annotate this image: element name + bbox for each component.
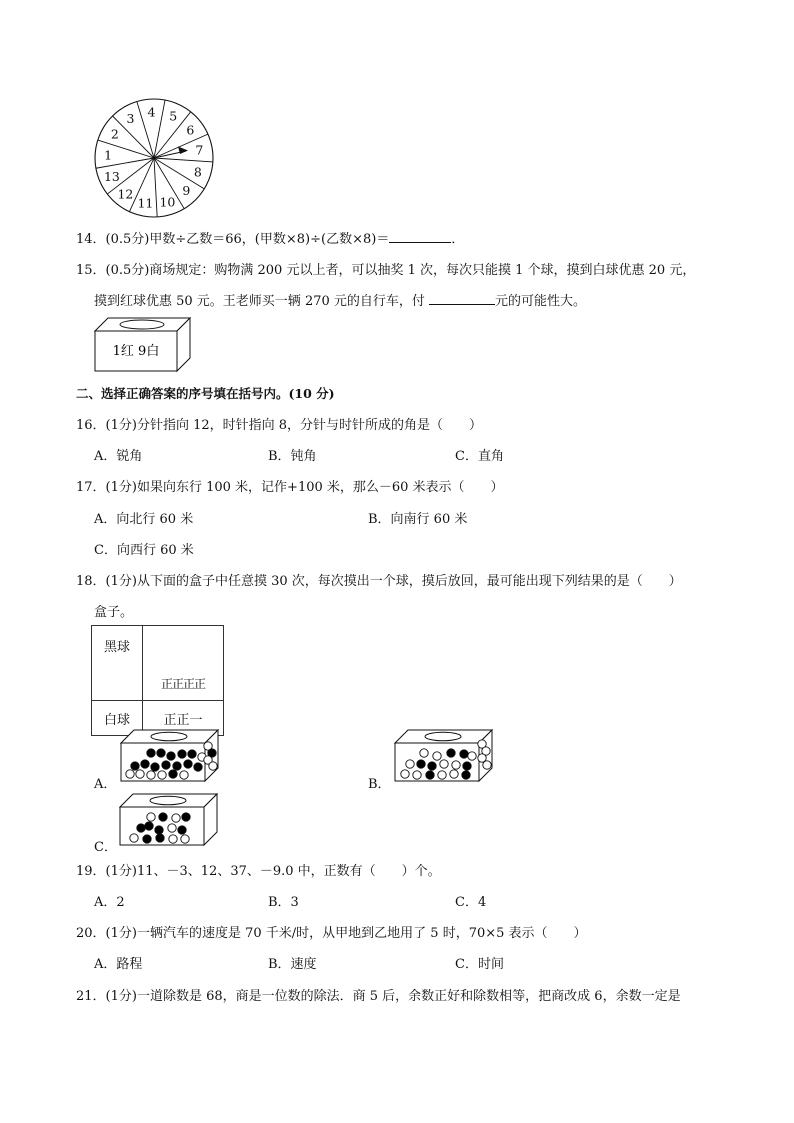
white-ball [468,752,476,760]
q21-text: 一道除数是 68，商是一位数的除法．商 5 后，余数正好和除数相等，把商改成 6，余数一定是 [136,989,681,1004]
black-ball [194,763,202,771]
q14-score: (0.5分) [105,232,150,247]
q18-score: (1分) [105,574,137,589]
q21-score: (1分) [105,989,137,1004]
q15-line2-pre: 摸到红球优惠 50 元。王老师买一辆 270 元的自行车，付 [94,294,425,309]
q16-score: (1分) [105,418,137,433]
q16-option-b[interactable]: B．钝角 [268,449,317,464]
q14-answer-blank[interactable] [389,230,451,243]
white-ball [169,835,177,843]
spinner-divider [154,158,213,162]
black-ball [145,822,153,830]
black-ball [131,762,139,770]
question-21 [76,985,681,1004]
q18-option-c[interactable]: C． [94,840,117,855]
black-ball [167,752,175,760]
question-15-line1 [76,259,695,278]
q18-number: 18． [76,574,106,589]
white-ball [209,762,217,770]
spinner-number: 9 [182,183,191,199]
white-ball [168,824,176,832]
black-ball [447,749,455,757]
q19-text: 11、－3、12、37、－9.0 中，正数有（ ）个。 [136,864,441,879]
question-19 [76,860,441,879]
q15-box-figure [94,317,194,373]
white-ball [438,771,446,779]
white-ball [147,813,155,821]
spinner-number: 8 [193,164,202,180]
q18-box-c[interactable] [119,793,219,847]
q19-option-a[interactable]: A．2 [94,895,125,910]
box-opening [151,732,187,741]
black-ball [178,750,186,758]
q17-option-a[interactable]: A．向北行 60 米 [94,512,194,527]
white-ball [136,770,144,778]
q20-score: (1分) [105,926,137,941]
q15-line1: 商场规定：购物满 200 元以上者，可以抽奖 1 次，每次只能摸 1 个球，摸到白球优惠 20 元， [149,263,696,278]
tally-row1-label: 黑球 [92,626,143,701]
black-ball [460,750,468,758]
q20-option-a[interactable]: A．路程 [94,957,143,972]
black-ball [169,770,177,778]
black-ball [141,760,149,768]
white-ball [452,761,460,769]
q17-text: 如果向东行 100 米，记作+100 米，那么－60 米表示（ ） [136,480,504,495]
q16-text: 分针指向 12，时针指向 8，分针与时针所成的角是（ ） [136,418,483,433]
spinner-number: 5 [169,108,178,124]
q14-text: 甲数÷乙数＝66，(甲数×8)÷(乙数×8)＝ [149,232,390,247]
black-ball [162,761,170,769]
spinner-number: 4 [147,104,156,120]
spinner-number: 12 [117,186,134,202]
q18-text: 从下面的盒子中任意摸 30 次，每次摸出一个球，摸后放回，最可能出现下列结果的是（ ） [136,574,682,589]
white-ball [147,771,155,779]
white-ball [181,835,189,843]
black-ball [173,762,181,770]
q14-number: 14． [76,232,106,247]
black-ball [178,826,186,834]
q18-line2: 盒子。 [94,605,134,620]
q19-option-c[interactable]: C．4 [455,895,487,910]
white-ball [433,752,441,760]
white-ball [401,770,409,778]
spinner-number: 6 [186,122,195,138]
black-ball [184,760,192,768]
black-ball [463,762,471,770]
section-2-title: 二、选择正确答案的序号填在括号内。(10 分) [76,386,335,401]
q15-answer-blank[interactable] [429,292,495,305]
q14-tail: ． [451,232,465,247]
white-ball [420,749,428,757]
tally-row2-label: 白球 [92,701,143,736]
spinner-figure [92,96,216,220]
spinner-number: 11 [137,195,154,211]
black-ball [155,826,163,834]
black-ball [143,835,151,843]
black-ball [147,749,155,757]
question-16 [76,414,482,433]
black-ball [137,824,145,832]
spinner-divider [154,100,165,158]
tally-row2-value: 正正一 [143,701,224,736]
q15-score: (0.5分) [105,263,150,278]
white-ball [130,834,138,842]
q18-option-a[interactable]: A． [94,777,117,792]
box-opening [150,796,186,805]
black-ball [188,750,196,758]
q20-option-c[interactable]: C．时间 [455,957,504,972]
question-14 [76,228,464,247]
spinner-number: 7 [195,142,204,158]
q21-number: 21． [76,989,106,1004]
q19-score: (1分) [105,864,137,879]
q17-score: (1分) [105,480,137,495]
white-ball [180,771,188,779]
black-ball [417,760,425,768]
question-20 [76,922,587,941]
q16-number: 16． [76,418,106,433]
q17-option-b[interactable]: B．向南行 60 米 [368,512,468,527]
spinner-number: 1 [104,147,113,163]
q20-text: 一辆汽车的速度是 70 千米/时，从甲地到乙地用了 5 时，70×5 表示（ ） [136,926,587,941]
question-17 [76,476,504,495]
black-ball [182,813,190,821]
q18-box-a[interactable] [120,729,220,783]
question-18 [76,570,682,589]
q20-option-b[interactable]: B．速度 [268,957,317,972]
black-ball [428,762,436,770]
spinner-number: 13 [103,169,120,185]
q15-box-label: 1红 9白 [112,344,160,359]
question-15-line2 [94,290,586,309]
white-ball [450,770,458,778]
white-ball [483,761,491,769]
black-ball [159,813,167,821]
q20-number: 20． [76,926,106,941]
black-ball [151,763,159,771]
white-ball [406,760,414,768]
white-ball [172,814,180,822]
white-ball [126,770,134,778]
q18-tally-table [91,625,224,736]
white-ball [440,760,448,768]
q19-number: 19． [76,864,106,879]
spinner-number: 10 [159,194,176,210]
q15-number: 15． [76,263,106,278]
q19-option-b[interactable]: B．3 [268,895,299,910]
white-ball [158,771,166,779]
tally-row1-value: 正正正正 [143,626,224,701]
spinner-number: 3 [126,111,135,126]
q17-option-c[interactable]: C．向西行 60 米 [94,543,194,558]
box-opening [425,732,461,741]
black-ball [156,834,164,842]
box-opening [120,320,164,329]
q15-line2-post: 元的可能性大。 [495,294,587,309]
white-ball [413,771,421,779]
black-ball [462,771,470,779]
q16-option-c[interactable]: C．直角 [455,449,504,464]
black-ball [157,749,165,757]
q17-number: 17． [76,480,106,495]
spinner-divider [154,158,157,217]
q18-option-b[interactable]: B． [368,777,391,792]
spinner-number: 2 [110,126,119,142]
q16-option-a[interactable]: A．锐角 [94,449,143,464]
q18-box-b[interactable] [394,729,494,783]
black-ball [426,771,434,779]
